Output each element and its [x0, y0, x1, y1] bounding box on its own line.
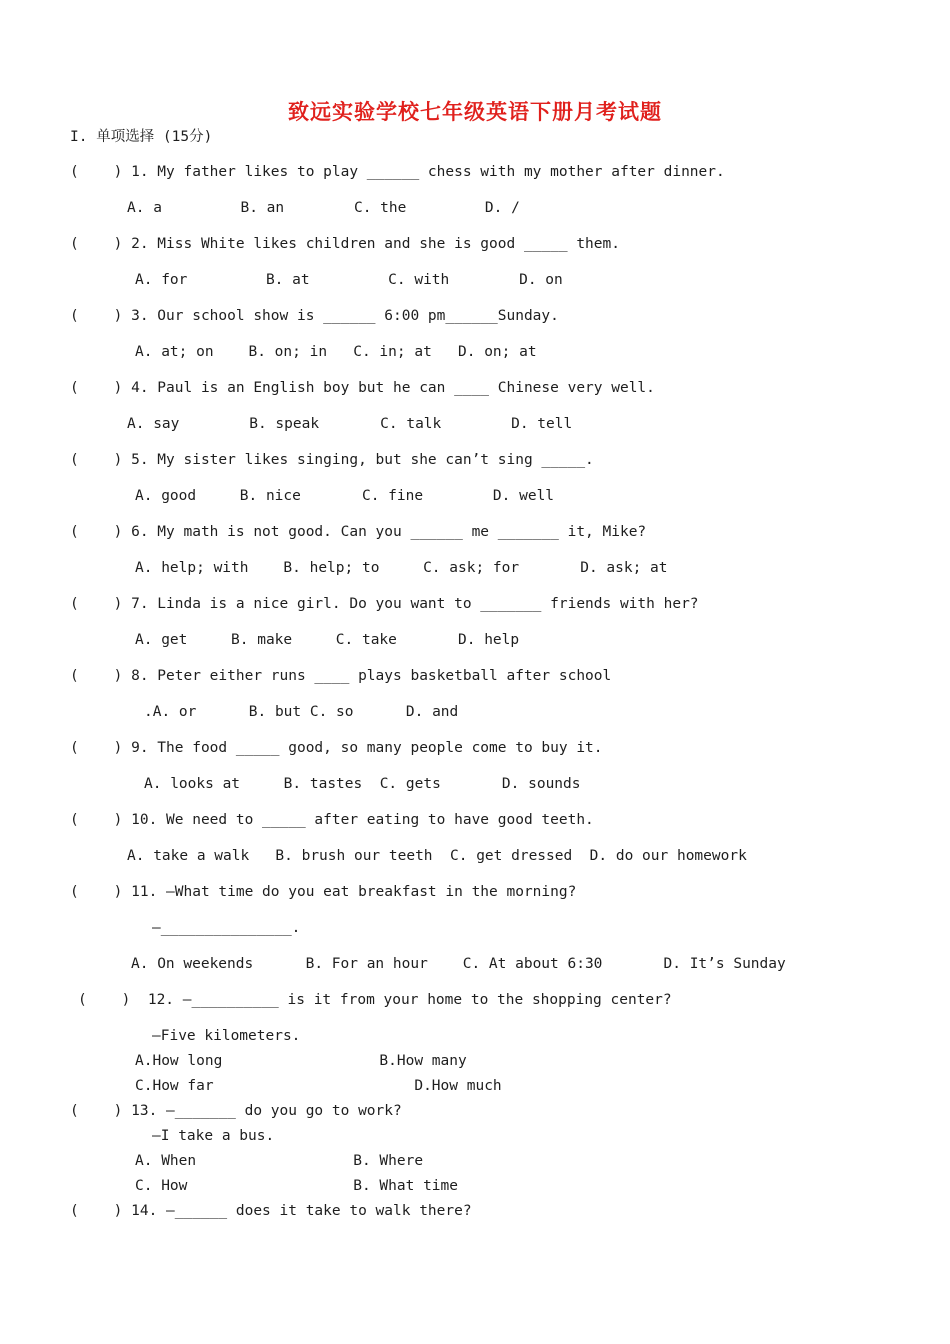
- option-line: A. looks at B. tastes C. gets D. sounds: [144, 776, 581, 792]
- question-line: ( ) 13. —_______ do you go to work?: [70, 1103, 402, 1119]
- question-line: ( ) 6. My math is not good. Can you ______ me _______ it, Mike?: [70, 524, 647, 540]
- option-line: A. say B. speak C. talk D. tell: [127, 416, 573, 432]
- question-line: ( ) 3. Our school show is ______ 6:00 pm______Sunday.: [70, 308, 559, 324]
- question-line: ( ) 5. My sister likes singing, but she can’t sing _____.: [70, 452, 594, 468]
- option-line: A. at; on B. on; in C. in; at D. on; at: [135, 344, 537, 360]
- option-line: A. When B. Where: [135, 1153, 424, 1169]
- page-title: 致远实验学校七年级英语下册月考试题: [288, 99, 662, 124]
- option-line: A. get B. make C. take D. help: [135, 632, 520, 648]
- section-heading: I. 单项选择 (15分): [70, 129, 213, 145]
- question-line: ( ) 7. Linda is a nice girl. Do you want to _______ friends with her?: [70, 596, 699, 612]
- question-line: ( ) 4. Paul is an English boy but he can ____ Chinese very well.: [70, 380, 655, 396]
- option-line: .A. or B. but C. so D. and: [144, 704, 459, 720]
- question-line: ( ) 14. —______ does it take to walk there?: [70, 1203, 472, 1219]
- option-line: A. On weekends B. For an hour C. At about 6:30 D. It’s Sunday: [131, 956, 786, 972]
- option-line: C.How far D.How much: [135, 1078, 502, 1094]
- question-line: ( ) 12. —__________ is it from your home to the shopping center?: [78, 992, 672, 1008]
- question-line: ( ) 10. We need to _____ after eating to have good teeth.: [70, 812, 594, 828]
- question-line: ( ) 1. My father likes to play ______ chess with my mother after dinner.: [70, 164, 725, 180]
- option-line: —I take a bus.: [152, 1128, 275, 1144]
- option-line: —_______________.: [152, 920, 301, 936]
- option-line: C. How B. What time: [135, 1178, 459, 1194]
- option-line: A. a B. an C. the D. /: [127, 200, 520, 216]
- option-line: A. for B. at C. with D. on: [135, 272, 563, 288]
- option-line: A. good B. nice C. fine D. well: [135, 488, 555, 504]
- question-line: ( ) 2. Miss White likes children and she is good _____ them.: [70, 236, 620, 252]
- question-line: ( ) 9. The food _____ good, so many people come to buy it.: [70, 740, 603, 756]
- option-line: A. take a walk B. brush our teeth C. get dressed D. do our homework: [127, 848, 747, 864]
- option-line: A.How long B.How many: [135, 1053, 467, 1069]
- question-line: ( ) 11. —What time do you eat breakfast in the morning?: [70, 884, 577, 900]
- question-line: ( ) 8. Peter either runs ____ plays basketball after school: [70, 668, 612, 684]
- option-line: —Five kilometers.: [152, 1028, 301, 1044]
- option-line: A. help; with B. help; to C. ask; for D. ask; at: [135, 560, 668, 576]
